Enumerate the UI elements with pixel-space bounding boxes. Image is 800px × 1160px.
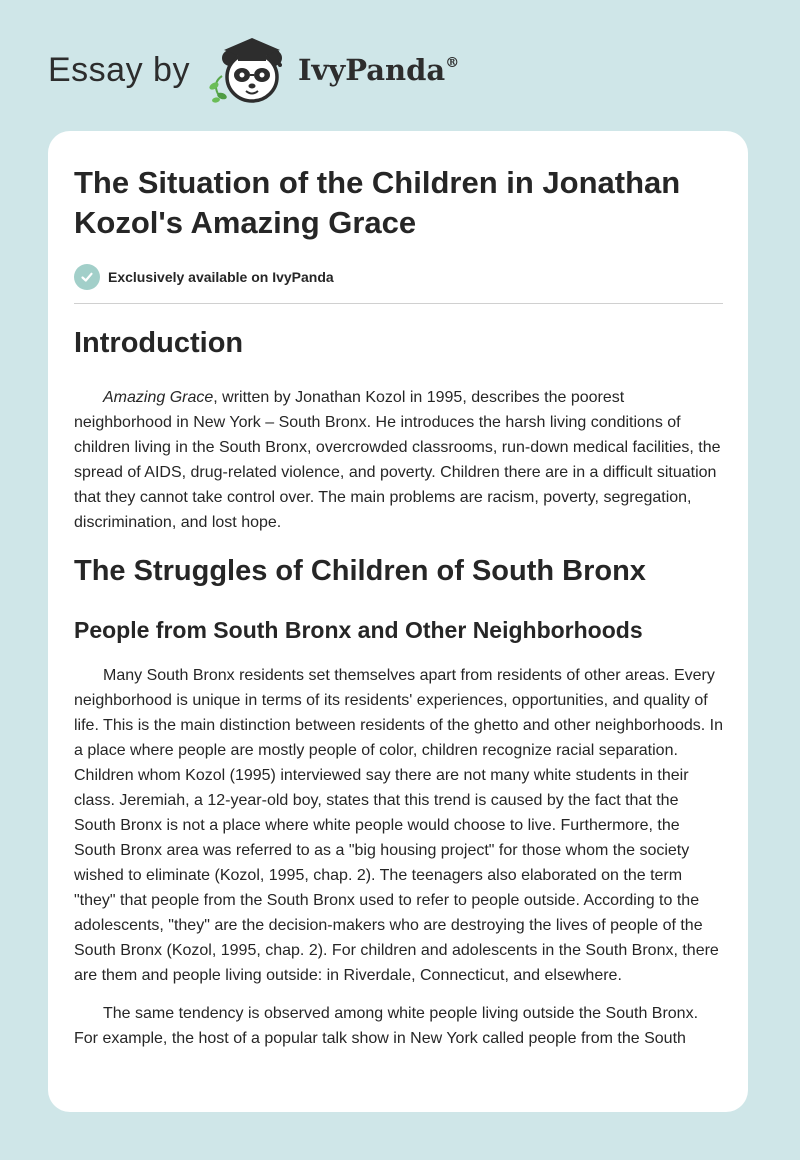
book-title: Amazing Grace: [103, 389, 214, 406]
intro-heading: Introduction: [74, 327, 244, 359]
section-heading: The Struggles of Children of South Bronx: [74, 555, 646, 587]
essay-title: The Situation of the Children in Jonathan Kozol's Amazing Grace: [74, 165, 681, 240]
exclusive-badge: [74, 264, 334, 290]
panda-logo-icon[interactable]: [204, 30, 292, 110]
brand-name[interactable]: IvyPanda®: [297, 53, 460, 87]
registered-mark: ®: [445, 55, 460, 71]
essay-card: [48, 131, 748, 1112]
divider: [74, 303, 723, 304]
exclusive-label: Exclusively available on IvyPanda: [108, 269, 334, 285]
body-paragraph-2: The same tendency is observed among white people living outside the South Bronx. For example, the host of a popular talk show in New York called people from the South: [74, 1005, 699, 1047]
intro-paragraph: Amazing Grace, written by Jonathan Kozol in 1995, describes the poorest neighborhood in New York – South Bronx. He introduces the harsh living conditions of children living in the South Bronx, overcrowded classrooms, run-down medical facilities, the spread of AIDS, drug-related violence, and poverty. Children there are in a difficult situation that they cannot take control over. The main problems are racism, poverty, segregation, discrimination, and lost hope.: [74, 389, 721, 531]
essay-by-label: Essay by: [48, 50, 190, 89]
check-circle-icon: [74, 264, 100, 290]
body-paragraph-1: Many South Bronx residents set themselves apart from residents of other areas. Every neighborhood is unique in terms of its residents' experiences, opportunities, and quality of life. This is the main distinction between residents of the ghetto and other neighborhoods. In a place where people are mostly people of color, children recognize racial separation. Children whom Kozol (1995) interviewed say there are not many white students in their class. Jeremiah, a 12-year-old boy, states that this trend is caused by the fact that the South Bronx is not a place where white people would choose to live. Furthermore, the South Bronx area was referred to as a "big housing project" for those whom the society wished to eliminate (Kozol, 1995, chap. 2). The teenagers also elaborated on the term "they" that people from the South Bronx used to refer to people outside. According to the adolescents, "they" are the decision-makers who are destroying the lives of people of the South Bronx (Kozol, 1995, chap. 2). For children and adolescents in the South Bronx, there are them and people living outside: in Riverdale, Connecticut, and elsewhere.: [74, 667, 723, 984]
subsection-heading: People from South Bronx and Other Neighborhoods: [74, 617, 643, 643]
site-header: [48, 30, 459, 110]
